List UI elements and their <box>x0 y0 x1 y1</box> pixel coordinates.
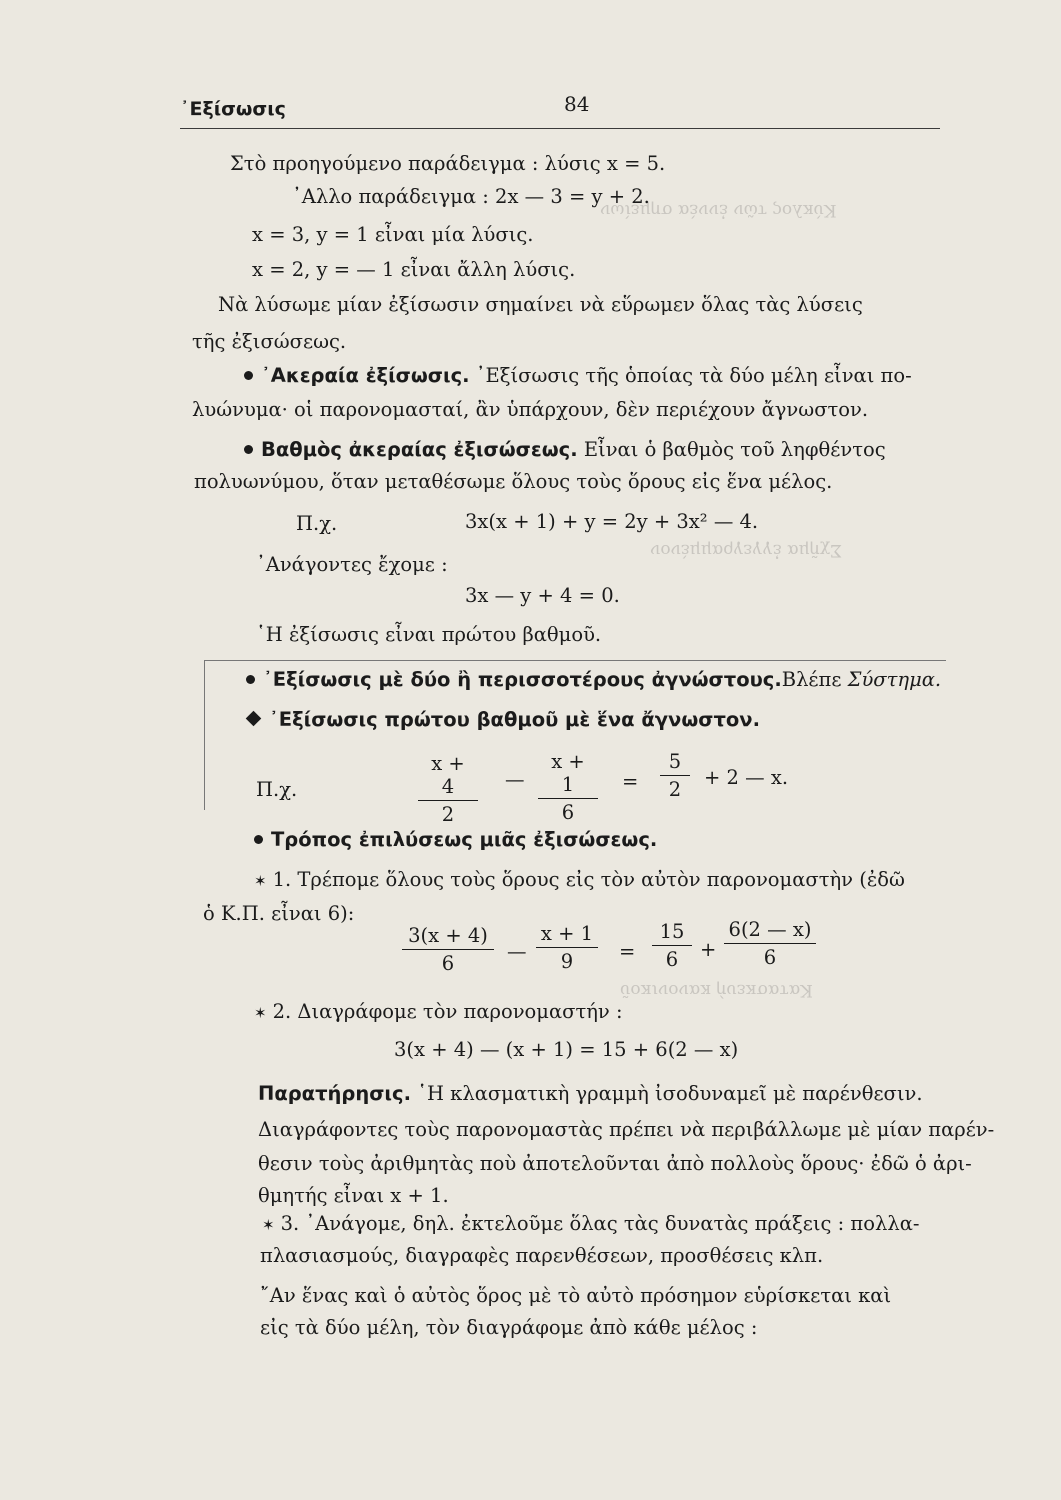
remark-heading: Παρατήρησις. <box>258 1082 411 1105</box>
text-line: θμητής εἶναι x + 1. <box>258 1184 449 1207</box>
text-line: ῾Η ἐξίσωσις εἶναι πρώτου βαθμοῦ. <box>256 623 602 646</box>
fraction-bar <box>536 947 598 948</box>
text-line: ῎Αν ἕνας καὶ ὁ αὐτὸς ὅρος μὲ τὸ αὐτὸ πρόσημον εὑρίσκεται καὶ <box>260 1284 892 1307</box>
denominator: 2 <box>441 803 455 827</box>
operator: — <box>507 940 527 963</box>
text-line: ὁ Κ.Π. εἶναι 6): <box>203 902 355 925</box>
bullet-icon <box>254 835 263 844</box>
text-line: ᾿Ανάγοντες ἔχομε : <box>256 553 448 576</box>
fraction-bar <box>660 775 690 776</box>
page-number: 84 <box>564 92 590 116</box>
text-line: Νὰ λύσωμε μίαν ἐξίσωσιν σημαίνει νὰ εὕρωμεν ὅλας τὰς λύσεις <box>218 293 863 316</box>
example-result: 3x — y + 4 = 0. <box>465 584 620 607</box>
step-1 <box>254 868 905 891</box>
numerator: x + 4 <box>431 752 465 798</box>
step-2-equation: 3(x + 4) — (x + 1) = 15 + 6(2 — x) <box>394 1038 739 1061</box>
section-method <box>254 828 657 851</box>
numerator: x + 1 <box>540 922 594 945</box>
example-equation: 3x(x + 1) + y = 2y + 3x² — 4. <box>465 510 759 533</box>
section-first-degree <box>246 708 760 731</box>
definition-integer-equation <box>244 364 912 387</box>
denominator: 6 <box>441 952 455 976</box>
text-line: λυώνυμα· οἱ παρονομασταί, ἂν ὑπάρχουν, δὲν περιέχουν ἄγνωστον. <box>192 398 869 421</box>
bullet-icon <box>244 371 253 380</box>
step-text: 2. Διαγράφομε τὸν παρονομαστήν : <box>272 1000 623 1023</box>
see-also-link: Σύστημα. <box>847 668 942 691</box>
bullet-icon <box>246 675 255 684</box>
operator: = <box>619 940 636 963</box>
fraction <box>402 924 494 975</box>
remark <box>258 1082 923 1105</box>
running-title: ᾿Εξίσωσις <box>180 98 286 120</box>
definition-text: Εἶναι ὁ βαθμὸς τοῦ ληφθέντος <box>577 438 886 461</box>
show-through: Κατασκευὴ κανονικοῦ <box>620 980 813 1000</box>
fraction-bar <box>418 800 478 801</box>
numerator: x + 1 <box>551 750 585 796</box>
text-line: εἰς τὰ δύο μέλη, τὸν διαγράφομε ἀπὸ κάθε μέλος : <box>260 1316 758 1339</box>
section-heading: Τρόπος ἐπιλύσεως μιᾶς ἐξισώσεως. <box>271 828 658 851</box>
example-label: Π.χ. <box>296 512 338 535</box>
step-3 <box>262 1212 919 1235</box>
fraction <box>660 750 690 801</box>
step-text: 1. Τρέπομε ὅλους τοὺς ὅρους εἰς τὸν αὐτὸν παρονομαστὴν (ἐδῶ <box>272 868 905 891</box>
fraction-bar <box>652 945 692 946</box>
fraction <box>418 752 478 826</box>
definition-text: ᾿Εξίσωσις τῆς ὁποίας τὰ δύο μέλη εἶναι πο- <box>469 364 912 387</box>
fraction <box>536 922 598 973</box>
text-line: Στὸ προηγούμενο παράδειγμα : λύσις x = 5. <box>230 152 666 175</box>
term-heading: ᾿Ακεραία ἐξίσωσις. <box>261 364 470 387</box>
star-icon: ✶ <box>254 872 267 890</box>
denominator: 2 <box>668 778 682 802</box>
text-line: ᾿Αλλο παράδειγμα : 2x — 3 = y + 2. <box>292 185 650 208</box>
fraction <box>724 918 816 969</box>
definition-degree <box>244 438 886 461</box>
show-through: Σχῆμα ἐγγεγραμμένον <box>650 540 843 560</box>
diamond-icon <box>246 711 262 727</box>
denominator: 6 <box>561 801 575 825</box>
operator: + <box>700 938 717 961</box>
text-line: πλασιασμούς, διαγραφὲς παρενθέσεων, προσθέσεις κλπ. <box>260 1244 824 1267</box>
operator: — <box>505 768 525 791</box>
star-icon: ✶ <box>254 1004 267 1022</box>
fraction <box>652 920 692 971</box>
definition-multi-unknown <box>246 668 941 691</box>
fraction <box>538 750 598 824</box>
text-line: τῆς ἐξισώσεως. <box>192 330 347 353</box>
numerator: 3(x + 4) <box>408 924 488 947</box>
equation-tail: + 2 — x. <box>704 766 789 789</box>
denominator: 6 <box>763 946 777 970</box>
fraction-bar <box>402 949 494 950</box>
term-heading: ᾿Εξίσωσις μὲ δύο ἢ περισσοτέρους ἀγνώστους. <box>263 668 782 691</box>
see-also-text: Βλέπε <box>781 668 848 691</box>
bullet-icon <box>244 445 253 454</box>
term-heading: Βαθμὸς ἀκεραίας ἐξισώσεως. <box>261 438 578 461</box>
header-rule <box>180 128 940 129</box>
star-icon: ✶ <box>262 1216 275 1234</box>
text-line: Διαγράφοντες τοὺς παρονομαστὰς πρέπει νὰ περιβάλλωμε μὲ μίαν παρέν- <box>258 1118 995 1141</box>
numerator: 6(2 — x) <box>728 918 812 941</box>
remark-text: ῾Η κλασματικὴ γραμμὴ ἰσοδυναμεῖ μὲ παρένθεσιν. <box>411 1082 923 1105</box>
numerator: 5 <box>668 750 682 773</box>
numerator: 15 <box>659 920 685 943</box>
text-line: θεσιν τοὺς ἀριθμητὰς ποὺ ἀποτελοῦνται ἀπὸ πολλοὺς ὅρους· ἐδῶ ὁ ἀρι- <box>258 1152 972 1175</box>
operator: = <box>622 770 639 793</box>
box-top-border <box>204 660 946 661</box>
box-left-border <box>204 660 205 810</box>
denominator: 6 <box>665 948 679 972</box>
fraction-bar <box>538 798 598 799</box>
example-label: Π.χ. <box>256 778 298 801</box>
denominator: 9 <box>560 950 574 974</box>
step-2 <box>254 1000 623 1023</box>
page-header <box>180 92 940 138</box>
step-text: 3. ᾿Ανάγομε, δηλ. ἐκτελοῦμε ὅλας τὰς δυνατὰς πράξεις : πολλα- <box>280 1212 920 1235</box>
text-line: x = 3, y = 1 εἶναι μία λύσις. <box>252 223 534 246</box>
text-line: πολυωνύμου, ὅταν μεταθέσωμε ὅλους τοὺς ὅρους εἰς ἕνα μέλος. <box>194 470 833 493</box>
show-through: Κύκλος τῶν ἐννέα σημείων <box>600 200 837 220</box>
text-line: x = 2, y = — 1 εἶναι ἄλλη λύσις. <box>252 258 576 281</box>
section-heading: ᾿Εξίσωσις πρώτου βαθμοῦ μὲ ἕνα ἄγνωστον. <box>269 708 760 731</box>
fraction-bar <box>724 943 816 944</box>
